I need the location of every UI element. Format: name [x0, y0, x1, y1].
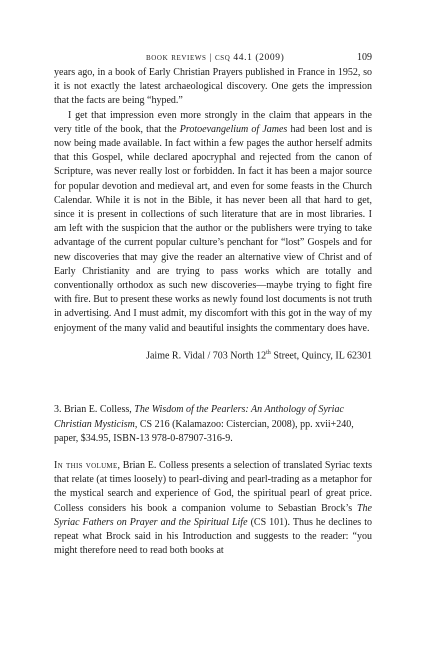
running-head-title — [146, 51, 284, 65]
ordinal-suffix: th — [266, 349, 271, 356]
paragraph-continuation: years ago, in a book of Early Christian Prayers published in France in 1952, so it is not exactly the latest archaeological discovery. One gets the impression that the facts are being “hyped.” — [54, 67, 372, 107]
paragraph-claim-part-1: I get that impression even more strongly in the claim that appears in the very title of the book, that the — [54, 109, 372, 135]
section-name: book reviews — [146, 53, 207, 63]
running-head — [54, 51, 372, 65]
paragraph-claim-part-2: had been lost and is now being made available. In fact within a few pages the author herself admits that this Gospel, while declared apocryphal and rejected from the canon of Scripture, was never really lost or forbidden. In fact it has been a major source for popular devotion and medieval art, and even for some feasts in the Church Calendar. While it is not in the Bible, it has never been all that hard to get, since it is present in collections of such literature that are in most libraries. I am left with the suspicion that the author or the publishers were trying to take advantage of the current popular culture’s penchant for “lost” Gospels and for new discoveries that may give the reader an alternative view of Christ and of Early Christianity and are trying to pass works which are totally and conventionally orthodox as such new discoveries—maybe trying to fight fire with fire. But to present these works as newly found lost documents is not truth in advertising. And I must admit, my discomfort with this got in the way of my enjoyment of the many valid and beautiful insights the commentary does have. — [54, 123, 372, 334]
review-text-part-2: (CS 101). Thus he declines to repeat what Brock said in his Introduction and suggests to the reader: “you might therefore need to read both books at — [54, 516, 372, 557]
journal-issue: csq 44.1 (2009) — [215, 53, 285, 63]
brock-book-title: The Syriac Fathers on Prayer and the Spiritual Life — [54, 502, 372, 528]
review-text-part-1: , Brian E. Colless presents a selection of translated Syriac texts that relate (at times loosely) to pearl-diving and pearl-trading as a metaphor for the mystical search and experience of God, the spiritual pearl of great price. Colless considers his book a companion volume to Sebastian Brock’s — [54, 460, 372, 514]
signature-part-1: Jaime R. Vidal / 703 North 12 — [146, 350, 267, 362]
entry-book-title: The Wisdom of the Pearlers: An Anthology of Syriac Christian Mysticism — [54, 404, 344, 430]
body-text — [54, 66, 372, 558]
running-head-separator: | — [209, 53, 213, 63]
book-entry-3 — [54, 403, 372, 446]
reviewer-signature — [54, 346, 372, 364]
protoevangelium-title: Protoevangelium of James — [179, 123, 288, 135]
entry-publication-details: , CS 216 (Kalamazoo: Cistercian, 2008), pp. xvii+240, paper, $34.95, ISBN-13 978-0-87907-316-9. — [54, 418, 354, 444]
lead-in-caps: In this volume — [54, 460, 118, 471]
paragraph-claim — [54, 109, 372, 336]
review-opening-paragraph — [54, 459, 372, 558]
entry-number-author: 3. Brian E. Colless, — [54, 404, 135, 416]
page-number: 109 — [357, 52, 372, 63]
signature-part-2: Street, Quincy, IL 62301 — [270, 350, 372, 362]
